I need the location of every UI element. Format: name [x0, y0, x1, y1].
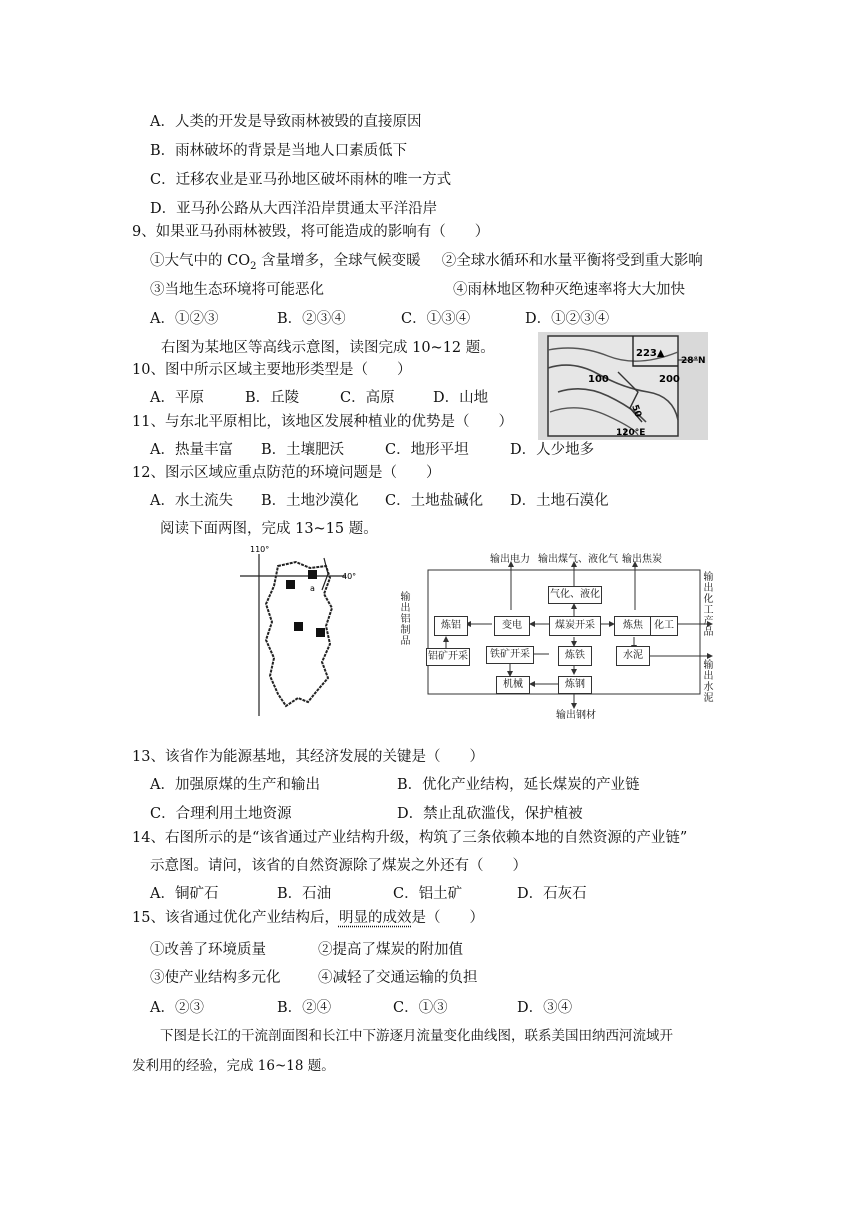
- q11-option-d: D．人少地多: [510, 442, 595, 458]
- label-50: 50: [629, 403, 643, 419]
- output-aluminum-products: 输出铝制品: [400, 592, 411, 647]
- q15-emphasis: 明显的成效: [338, 910, 412, 926]
- q11-option-b: B．土壤肥沃: [261, 442, 345, 458]
- q15-item2: ②提高了煤炭的附加值: [318, 942, 463, 958]
- box-cement: 水泥: [616, 646, 650, 666]
- q15-option-c: C．①③: [393, 1000, 448, 1016]
- q10-option-a: A．平原: [150, 390, 204, 406]
- q8-option-c: C．迁移农业是亚马孙地区破坏雨林的唯一方式: [150, 172, 452, 188]
- q13-stem: 13、该省作为能源基地，其经济发展的关键是（ ）: [132, 749, 484, 765]
- q11-option-a: A．热量丰富: [150, 442, 233, 458]
- q14-option-c: C．铝土矿: [393, 886, 463, 902]
- label-200: 200: [659, 374, 680, 385]
- box-steelmaking: 炼钢: [558, 676, 592, 694]
- box-machinery: 机械: [496, 676, 530, 694]
- q9-statements-line1: [150, 251, 703, 277]
- industry-chain-flowchart: [398, 548, 716, 721]
- q9-item1: ①大气中的 $CO_2$ 含量增多，全球气候变暖: [150, 253, 421, 272]
- q15-option-d: D．③④: [517, 1000, 573, 1016]
- q9-item4: ④雨林地区物种灭绝速率将大大加快: [453, 282, 685, 298]
- box-bauxite-mining: 铝矿开采: [426, 648, 470, 666]
- q12-option-d: D．土地石漠化: [510, 493, 609, 509]
- q8-option-d: D．亚马孙公路从大西洋沿岸贯通太平洋沿岸: [150, 201, 438, 217]
- q14-option-d: D．石灰石: [517, 886, 587, 902]
- q13-option-a: A．加强原煤的生产和输出: [150, 777, 320, 793]
- province-map: [238, 544, 357, 719]
- q14-stem: 14、右图所示的是“该省通过产业结构升级，构筑了三条依赖本地的自然资源的产业链”: [132, 830, 688, 846]
- q9-item2: ②全球水循环和水量平衡将受到重大影响: [441, 253, 703, 269]
- q10-option-d: D．山地: [433, 390, 489, 406]
- q15-stem: 15、该省通过优化产业结构后，明显的成效是（ ）: [132, 910, 484, 926]
- q8-option-a: A．人类的开发是导致雨林被毁的直接原因: [150, 114, 422, 130]
- contour-map: [538, 332, 708, 440]
- q12-option-a: A．水土流失: [150, 493, 233, 509]
- label-110: 110°: [250, 545, 270, 554]
- q14-option-a: A．铜矿石: [150, 886, 219, 902]
- label-100: 100: [588, 374, 609, 385]
- box-iron-ore-mining: 铁矿开采: [486, 646, 534, 664]
- q14-option-b: B．石油: [277, 886, 332, 902]
- intro-10-12: 右图为某地区等高线示意图，读图完成 10~12 题。: [161, 340, 495, 356]
- intro-13-15: 阅读下面两图，完成 13~15 题。: [160, 521, 378, 537]
- q9-stem: 9、如果亚马孙雨林被毁，将可能造成的影响有（ ）: [132, 224, 490, 240]
- q13-option-c: C．合理利用土地资源: [150, 806, 292, 822]
- output-electricity: 输出电力: [490, 554, 530, 565]
- output-steel: 输出钢材: [556, 710, 596, 721]
- q10-option-b: B．丘陵: [245, 390, 300, 406]
- label-a: a: [310, 584, 315, 593]
- q15-item1: ①改善了环境质量: [150, 942, 266, 958]
- box-iron-smelting: 炼铁: [558, 646, 592, 666]
- intro-16-18-line2: 发利用的经验，完成 16~18 题。: [132, 1058, 335, 1074]
- box-substation: 变电: [494, 616, 530, 636]
- q8-option-b: B．雨林破坏的背景是当地人口素质低下: [150, 143, 408, 159]
- q9-option-b: B．②③④: [277, 311, 346, 327]
- box-coking: 炼焦: [614, 616, 652, 636]
- label-120e: 120°E: [616, 428, 646, 438]
- output-gas: 输出煤气、液化气: [538, 554, 618, 565]
- q15-item4: ④减轻了交通运输的负担: [318, 970, 478, 986]
- q13-option-d: D．禁止乱砍滥伐，保护植被: [397, 806, 583, 822]
- q10-option-c: C．高原: [340, 390, 395, 406]
- label-28n: 28°N: [681, 356, 706, 366]
- q15-item3: ③使产业结构多元化: [150, 970, 281, 986]
- box-gasification: 气化、液化: [548, 586, 602, 604]
- output-coke: 输出焦炭: [622, 554, 662, 565]
- box-chemical: 化工: [650, 616, 678, 636]
- q14-stem-continued: 示意图。请问，该省的自然资源除了煤炭之外还有（ ）: [150, 858, 527, 874]
- q9-item3: ③当地生态环境将可能恶化: [150, 282, 324, 298]
- q11-stem: 11、与东北平原相比，该地区发展种植业的优势是（ ）: [132, 414, 513, 430]
- output-cement: 输出水泥: [703, 660, 714, 704]
- q10-stem: 10、图中所示区域主要地形类型是（ ）: [132, 362, 412, 378]
- q12-option-b: B．土地沙漠化: [261, 493, 359, 509]
- box-coal-mining: 煤炭开采: [549, 616, 601, 636]
- q9-option-d: D．①②③④: [525, 311, 610, 327]
- intro-16-18-line1: 下图是长江的干流剖面图和长江中下游逐月流量变化曲线图，联系美国田纳西河流域开: [160, 1028, 673, 1044]
- q11-option-c: C．地形平坦: [385, 442, 469, 458]
- label-40: 40°: [342, 572, 357, 581]
- label-peak-223: 223▲: [636, 348, 665, 359]
- q12-option-c: C．土地盐碱化: [385, 493, 484, 509]
- q9-option-c: C．①③④: [401, 311, 471, 327]
- q15-option-a: A．②③: [150, 1000, 204, 1016]
- q9-option-a: A．①②③: [150, 311, 219, 327]
- q13-option-b: B．优化产业结构，延长煤炭的产业链: [397, 777, 640, 793]
- q15-option-b: B．②④: [277, 1000, 332, 1016]
- box-aluminum-smelting: 炼铝: [434, 616, 468, 636]
- output-chemical-products: 输出化工产品: [703, 572, 714, 638]
- q12-stem: 12、图示区域应重点防范的环境问题是（ ）: [132, 465, 441, 481]
